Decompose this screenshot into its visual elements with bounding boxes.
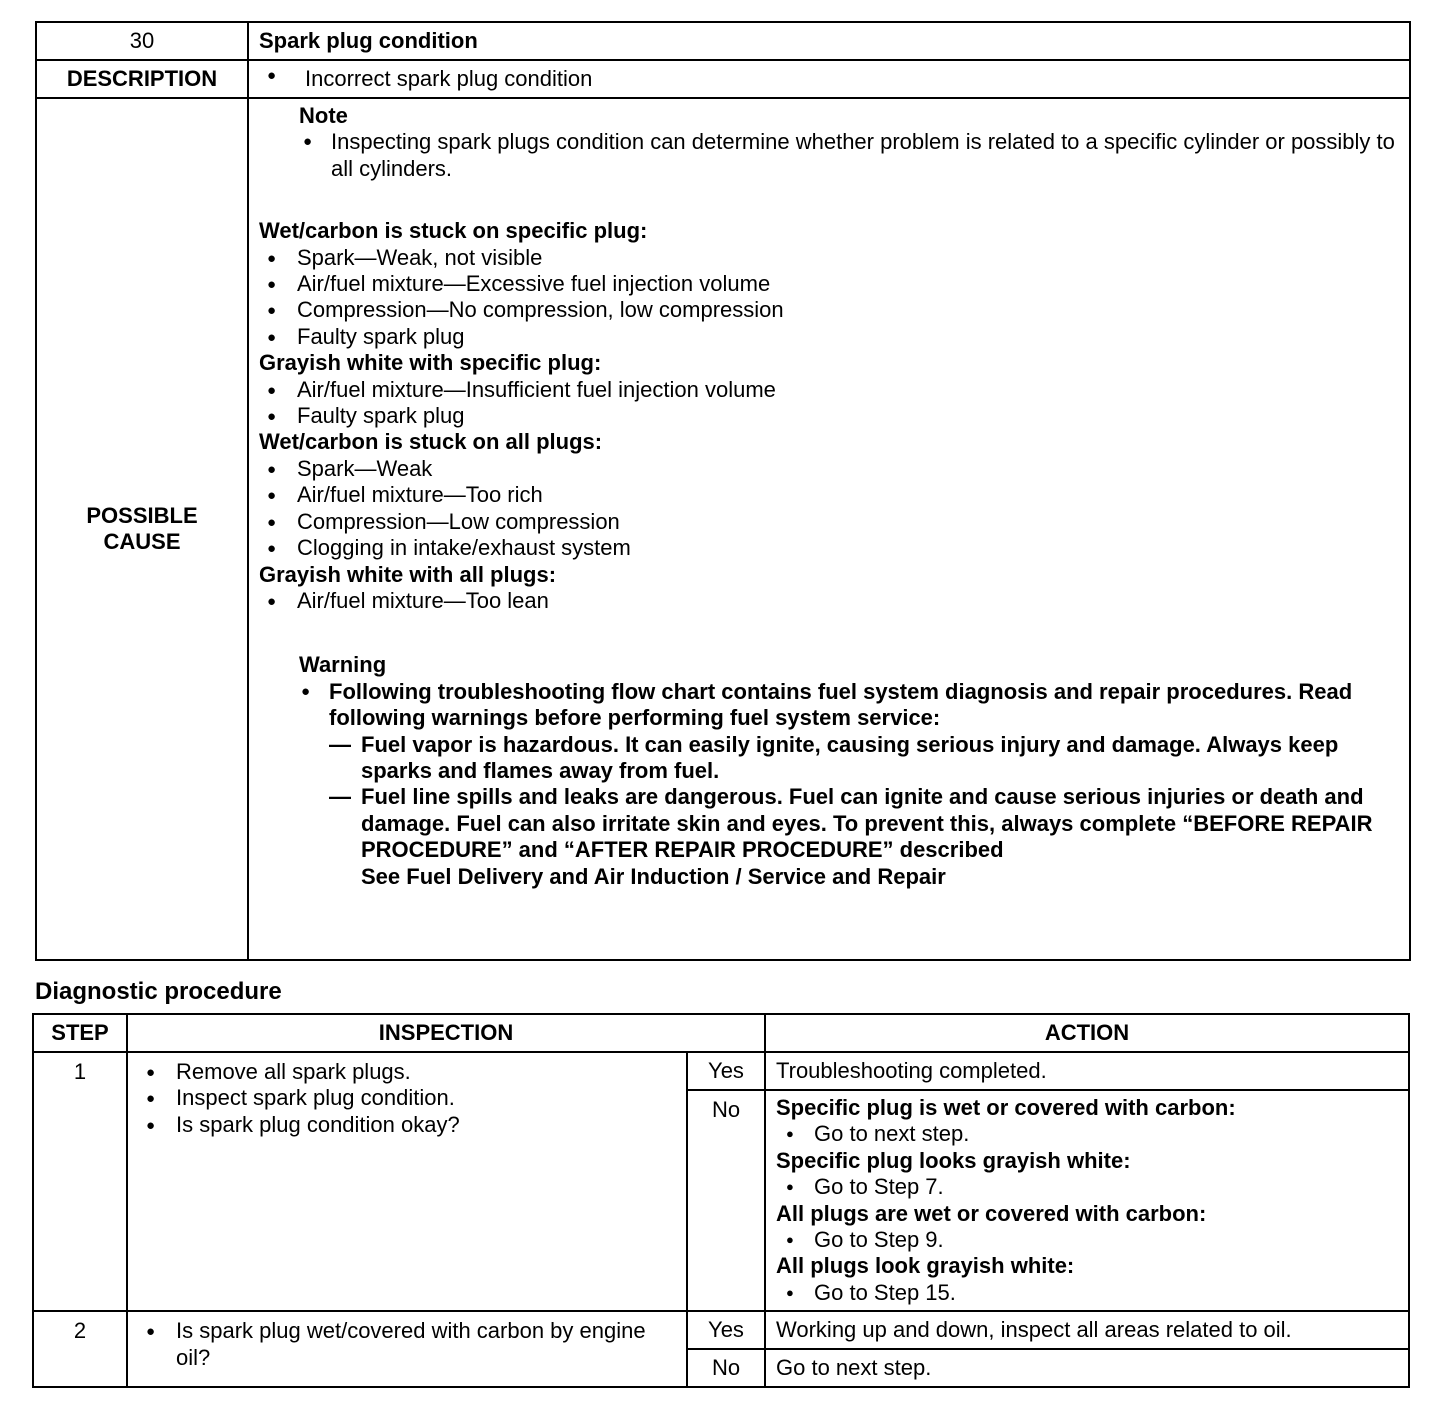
no-action-item: ● Go to Step 15. [776, 1280, 1398, 1306]
item-title: Spark plug condition [248, 22, 1410, 60]
warning-block [259, 652, 1399, 890]
action-header: ACTION [765, 1014, 1409, 1052]
description-content [248, 60, 1410, 98]
inspection-item: ● Remove all spark plugs. [138, 1059, 678, 1085]
warning-heading: Warning [299, 652, 387, 678]
item-number: 30 [36, 22, 248, 60]
header-row [36, 22, 1410, 60]
no-action-heading: All plugs are wet or covered with carbon: [776, 1200, 1207, 1226]
step-number: 1 [33, 1052, 127, 1311]
possible-cause-content [248, 98, 1410, 960]
yes-label: Yes [687, 1311, 765, 1349]
step-inspection [127, 1311, 687, 1387]
cause-item: ● Faulty spark plug [259, 403, 1399, 429]
cause-group-heading: Grayish white with all plugs: [259, 561, 557, 587]
cause-item: ● Air/fuel mixture—Too lean [259, 588, 1399, 614]
yes-label: Yes [687, 1052, 765, 1090]
see-also: See Fuel Delivery and Air Induction / Service and Repair [361, 863, 946, 889]
inspection-item: ● Is spark plug condition okay? [138, 1112, 678, 1138]
diagnostic-procedure-table [32, 1013, 1410, 1388]
cause-item: ● Faulty spark plug [259, 324, 1399, 350]
no-action-item: ● Go to next step. [776, 1121, 1398, 1147]
no-label: No [687, 1349, 765, 1387]
note-text: ● Inspecting spark plugs condition can determine whether problem is related to a specific cylinder or possibly to all cylinders. [299, 129, 1399, 182]
possible-cause-label-line1: POSSIBLE [86, 502, 198, 528]
no-action: Go to next step. [765, 1349, 1409, 1387]
note-heading: Note [299, 103, 348, 128]
no-action-heading: Specific plug looks grayish white: [776, 1147, 1131, 1173]
warning-dash-2: — Fuel line spills and leaks are dangerous. Fuel can ignite and cause serious injuries or death and damage. Fuel can also irritate skin and eyes. To prevent this, always complete “BEFORE REPAIR PROCEDURE” and “AFTER REPAIR PROCEDURE” described [329, 784, 1399, 863]
no-action-item: ● Go to Step 7. [776, 1174, 1398, 1200]
inspection-item: ● Inspect spark plug condition. [138, 1085, 678, 1111]
cause-group-heading: Wet/carbon is stuck on all plugs: [259, 429, 603, 455]
spark-plug-condition-table [35, 21, 1411, 961]
cause-item: ● Spark—Weak [259, 456, 1399, 482]
cause-group-heading: Wet/carbon is stuck on specific plug: [259, 218, 648, 244]
no-action-item: ● Go to Step 9. [776, 1227, 1398, 1253]
description-row [36, 60, 1410, 98]
possible-cause-label [36, 98, 248, 960]
no-label: No [687, 1090, 765, 1311]
note-block [259, 103, 1399, 182]
cause-group-heading: Grayish white with specific plug: [259, 350, 602, 376]
cause-item: ● Clogging in intake/exhaust system [259, 535, 1399, 561]
warning-text [299, 679, 1399, 890]
possible-cause-row [36, 98, 1410, 960]
no-action-heading: Specific plug is wet or covered with carbon: [776, 1095, 1236, 1120]
cause-group [259, 562, 1399, 615]
step-inspection [127, 1052, 687, 1311]
description-label: DESCRIPTION [36, 60, 248, 98]
cause-item: ● Air/fuel mixture—Too rich [259, 482, 1399, 508]
inspection-item: ● Is spark plug wet/covered with carbon by engine oil? [138, 1318, 678, 1371]
procedure-title: Diagnostic procedure [35, 978, 282, 1005]
inspection-header: INSPECTION [127, 1014, 765, 1052]
no-action [765, 1090, 1409, 1311]
cause-item: ● Spark—Weak, not visible [259, 245, 1399, 271]
step-1-yes-row [33, 1052, 1409, 1090]
warning-intro: ● Following troubleshooting flow chart contains fuel system diagnosis and repair procedures. Read following warnings before performing fuel system service: [329, 678, 1353, 731]
step-2-yes-row [33, 1311, 1409, 1349]
description-item: ● Incorrect spark plug condition [259, 66, 1399, 92]
cause-group [259, 429, 1399, 561]
cause-item: ● Air/fuel mixture—Insufficient fuel injection volume [259, 377, 1399, 403]
no-action-heading: All plugs look grayish white: [776, 1253, 1075, 1279]
cause-group [259, 218, 1399, 350]
yes-action: Troubleshooting completed. [765, 1052, 1409, 1090]
cause-item: ● Compression—Low compression [259, 509, 1399, 535]
step-number: 2 [33, 1311, 127, 1387]
warning-dash-1: — Fuel vapor is hazardous. It can easily ignite, causing serious injury and damage. Always keep sparks and flames away from fuel. [329, 732, 1399, 785]
cause-group [259, 350, 1399, 429]
cause-item: ● Air/fuel mixture—Excessive fuel injection volume [259, 271, 1399, 297]
possible-cause-label-line2: CAUSE [103, 529, 181, 554]
procedure-header-row [33, 1014, 1409, 1052]
yes-action: Working up and down, inspect all areas related to oil. [765, 1311, 1409, 1349]
step-header: STEP [33, 1014, 127, 1052]
cause-item: ● Compression—No compression, low compression [259, 297, 1399, 323]
